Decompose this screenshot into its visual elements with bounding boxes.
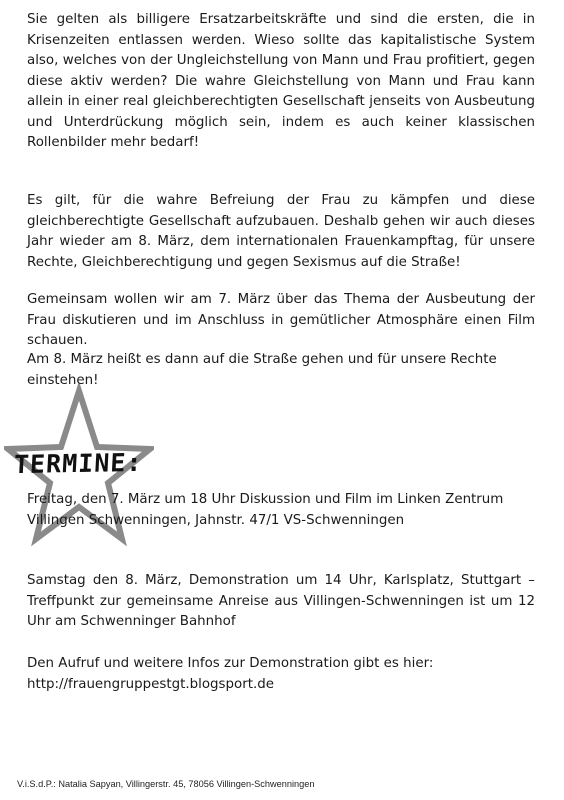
paragraph-call-to-action: Am 8. März heißt es dann auf die Straße gehen und für unsere Rechte einstehen! [27,352,497,388]
event-saturday: Samstag den 8. März, Demonstration um 14 Uhr, Karlsplatz, Stuttgart – Treffpunkt zur gemeinsame Anreise aus Villingen-Schwenningen ist um 12 Uhr am Schwenninger Bahnhof [27,573,535,629]
event-info-link: Den Aufruf und weitere Infos zur Demonstration gibt es hier: http://frauengruppestgt.blogsport.de [27,656,434,692]
termine-heading: TERMINE: [13,447,144,480]
event-friday: Freitag, den 7. März um 18 Uhr Diskussion und Film im Linken Zentrum Villingen Schwenningen, Jahnstr. 47/1 VS-Schwenningen [27,492,504,528]
paragraph-discussion: Gemeinsam wollen wir am 7. März über das Thema der Ausbeutung der Frau diskutieren und im Anschluss in gemütlicher Atmosphäre einen Film schauen. [27,292,535,348]
paragraph-intro: Sie gelten als billigere Ersatzarbeitskräfte und sind die ersten, die in Krisenzeiten entlassen werden. Wieso sollte das kapitalistische System also, welches von der Ungleichstellung von Mann und Frau profitiert, gegen diese aktiv werden? Die wahre Gleichstellung von Mann und Frau kann allein in einer real gleichberechtigten Gesellschaft jenseits von Ausbeutung und Unterdrückung möglich sein, indem es auch keiner klassischen Rollenbilder mehr bedarf! [27,12,535,150]
paragraph-liberation: Es gilt, für die wahre Befreiung der Frau zu kämpfen und diese gleichberechtigte Gesellschaft aufzubauen. Deshalb gehen wir auch dieses Jahr wieder am 8. März, dem internationalen Frauenkampftag, für unsere Rechte, Gleichberechtigung und gegen Sexismus auf die Straße! [27,193,535,270]
footer-imprint: V.i.S.d.P.: Natalia Sapyan, Villingerstr. 45, 78056 Villingen-Schwenningen [17,779,315,789]
